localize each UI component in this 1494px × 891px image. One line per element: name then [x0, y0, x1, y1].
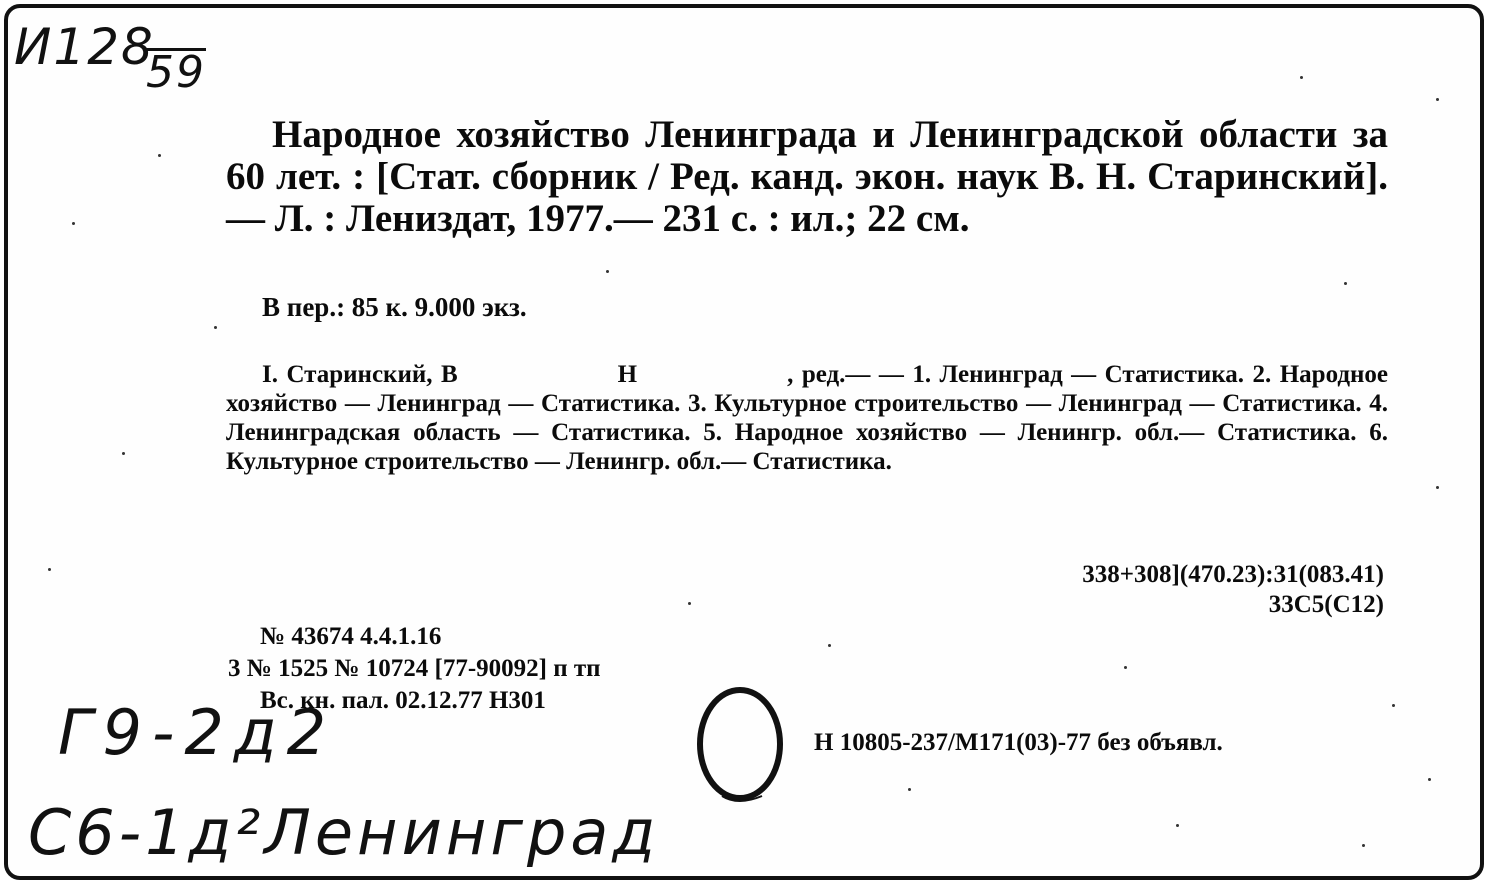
scan-speck	[1392, 704, 1395, 707]
handwritten-shelf-code	[14, 18, 155, 76]
scan-speck	[1300, 76, 1303, 79]
scan-speck	[1436, 98, 1439, 101]
bibliographic-title: Народное хозяйство Ленинграда и Ленинградской области за 60 лет. : [Стат. сборник / Ред. канд. экон. наук В. Н. Старинский].— Л. : Лениздат, 1977.— 231 с. : ил.; 22 см.	[226, 113, 1388, 240]
subject-part1: I. Старинский, В	[262, 361, 458, 388]
udc-code: 338+308](470.23):31(083.41)	[1082, 561, 1384, 588]
subject-part2: Н	[617, 361, 638, 388]
scan-speck	[158, 154, 161, 157]
catalog-card	[4, 4, 1484, 880]
scan-speck	[48, 568, 51, 571]
scan-speck	[1362, 844, 1365, 847]
scan-speck	[908, 788, 911, 791]
index-line: Н 10805-237/М171(03)-77 без объявл.	[814, 729, 1223, 756]
handwritten-shelf-sub: 59	[146, 47, 206, 98]
circle-stamp-icon	[692, 684, 792, 808]
subject-part3: , ред.— — 1. Ленинград — Статистика. 2. Народное хозяйство — Ленинград — Статистика. 3. Культурное строительство — Ленинград — Статистика. 4. Ленинградская область — Статистика. 5. Народное хозяйство — Ленингр. обл.— Статистика. 6. Культурное строительство — Ленингр. обл.— Статистика.	[226, 361, 1388, 475]
price-line: В пер.: 85 к. 9.000 экз.	[262, 292, 527, 322]
shelf-code-main: И128	[14, 18, 155, 76]
scan-speck	[1176, 824, 1179, 827]
scan-speck	[72, 222, 75, 225]
handwritten-class-line: Г9-2д2	[58, 696, 337, 769]
scan-speck	[688, 602, 691, 605]
scan-speck	[1344, 282, 1347, 285]
scan-speck	[1436, 486, 1439, 489]
scan-speck	[1124, 666, 1127, 669]
subject-headings	[226, 360, 1388, 476]
book-chamber-line: Вс. кн. пал. 02.12.77 Н301	[260, 687, 546, 714]
scan-speck	[606, 270, 609, 273]
scan-speck	[828, 644, 831, 647]
scan-speck	[1428, 778, 1431, 781]
bbk-code: 33С5(С12)	[1268, 591, 1384, 618]
scan-speck	[214, 326, 217, 329]
scan-speck	[122, 452, 125, 455]
order-number: № 43674 4.4.1.16	[260, 623, 442, 650]
print-run-line: 3 № 1525 № 10724 [77-90092] п тп	[228, 655, 601, 682]
handwritten-subject-line: С6-1д²Ленинград	[28, 796, 660, 869]
